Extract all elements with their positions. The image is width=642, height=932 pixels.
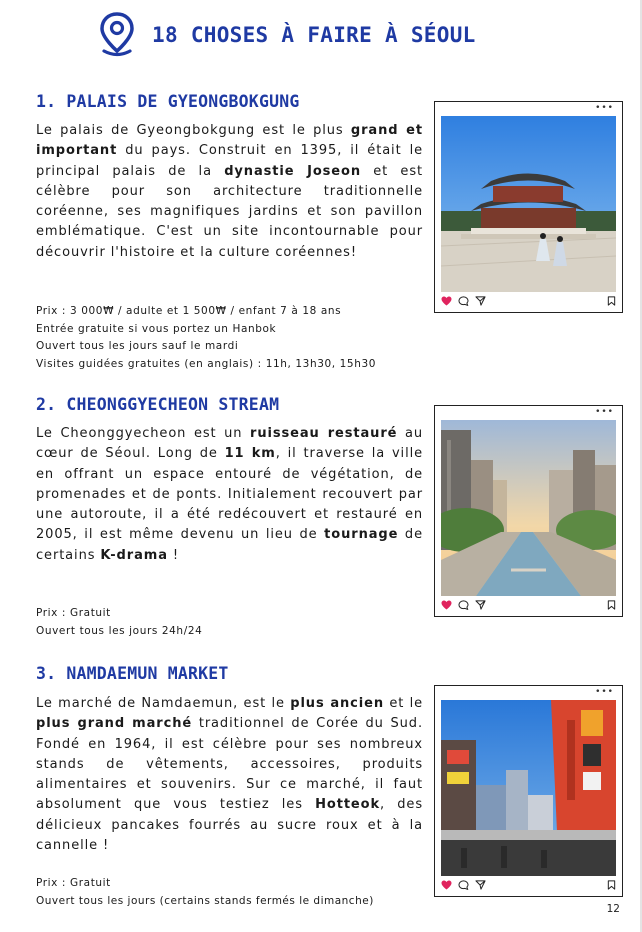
- comment-icon[interactable]: [458, 600, 469, 610]
- bookmark-icon[interactable]: [607, 880, 616, 890]
- photo-post: [434, 685, 623, 897]
- photo-gyeongbokgung-palace: [441, 116, 616, 292]
- section-body: Le marché de Namdaemun, est le plus ancien et le plus grand marché traditionnel de Corée du Sud. Fondé en 1964, il est célèbre pour ses nombreux stands de vêtements, accessoires, produits alimentaires et souvenirs. Sur ce marché, il faut absolument que vous testiez les Hotteok, des délicieux pancakes fourrés au sucre roux et à la cannelle !: [36, 696, 423, 854]
- section-body: Le Cheonggyecheon est un ruisseau restauré au cœur de Séoul. Long de 11 km, il traverse la ville en offrant un espace entouré de végétation, de promenades et de ponts. Initialement recouvert par une autoroute, il a été redécouvert et restauré en 2005, il est même devenu un lieu de tournage de certains K-drama !: [36, 426, 423, 563]
- practical-info: [36, 303, 423, 373]
- section-title: 1. PALAIS DE GYEONGBOKGUNG: [36, 92, 300, 111]
- bold-text: tournage: [324, 527, 399, 543]
- bold-text: 11 km: [224, 446, 276, 462]
- info-line: Prix : Gratuit: [36, 877, 111, 889]
- practical-info: [36, 875, 423, 910]
- bookmark-icon[interactable]: [607, 296, 616, 306]
- more-options-icon[interactable]: •••: [595, 687, 614, 697]
- section-gyeongbokgung: [36, 92, 626, 372]
- header: [96, 12, 476, 58]
- location-pin-icon: [96, 11, 138, 59]
- bold-text: grand et important: [36, 123, 424, 159]
- bold-text: dynastie Joseon: [224, 163, 361, 179]
- info-line: Ouvert tous les jours sauf le mardi: [36, 340, 239, 352]
- info-line: Visites guidées gratuites (en anglais) : 11h, 13h30, 15h30: [36, 357, 377, 370]
- bookmark-icon[interactable]: [607, 600, 616, 610]
- photo-namdaemun-market: [441, 700, 616, 876]
- comment-icon[interactable]: [458, 296, 469, 306]
- section-namdaemun: [36, 664, 626, 932]
- section-title: 3. NAMDAEMUN MARKET: [36, 664, 229, 683]
- info-line: Prix : 3 000₩ / adulte et 1 500₩ / enfant 7 à 18 ans: [36, 305, 342, 317]
- more-options-icon[interactable]: •••: [595, 103, 614, 113]
- info-line: Ouvert tous les jours 24h/24: [36, 624, 203, 637]
- post-actions: [441, 878, 616, 892]
- share-icon[interactable]: [475, 296, 486, 306]
- page-number: 12: [606, 903, 620, 915]
- photo-post: [434, 405, 623, 617]
- section-title: 2. CHEONGGYECHEON STREAM: [36, 395, 280, 414]
- comment-icon[interactable]: [458, 880, 469, 890]
- photo-post: [434, 101, 623, 313]
- share-icon[interactable]: [475, 600, 486, 610]
- bold-text: ruisseau restauré: [250, 426, 398, 441]
- share-icon[interactable]: [475, 880, 486, 890]
- more-options-icon[interactable]: •••: [595, 407, 614, 417]
- section-cheonggyecheon: [36, 395, 626, 645]
- heart-icon[interactable]: [441, 880, 452, 890]
- bold-text: plus grand marché: [36, 716, 193, 732]
- section-body: Le palais de Gyeongbokgung est le plus grand et important du pays. Construit en 1395, il était le principal palais de la dynastie Joseon et est célèbre pour son architecture traditionnelle coréenne, ses magnifiques jardins et son pavillon emblématique. C'est un site incontournable pour découvrir l'histoire et la culture coréennes!: [36, 123, 424, 260]
- post-actions: [441, 294, 616, 308]
- heart-icon[interactable]: [441, 296, 452, 306]
- post-actions: [441, 598, 616, 612]
- bold-text: Hotteok: [315, 797, 381, 813]
- bold-text: K-drama: [100, 547, 168, 563]
- document-title: 18 CHOSES À FAIRE À SÉOUL: [152, 23, 476, 47]
- info-line: Ouvert tous les jours (certains stands fermés le dimanche): [36, 894, 374, 907]
- bold-text: plus ancien: [290, 696, 384, 711]
- info-line: Entrée gratuite si vous portez un Hanbok: [36, 322, 277, 335]
- heart-icon[interactable]: [441, 600, 452, 610]
- photo-cheonggyecheon-stream: [441, 420, 616, 596]
- info-line: Prix : Gratuit: [36, 607, 111, 619]
- practical-info: [36, 605, 423, 640]
